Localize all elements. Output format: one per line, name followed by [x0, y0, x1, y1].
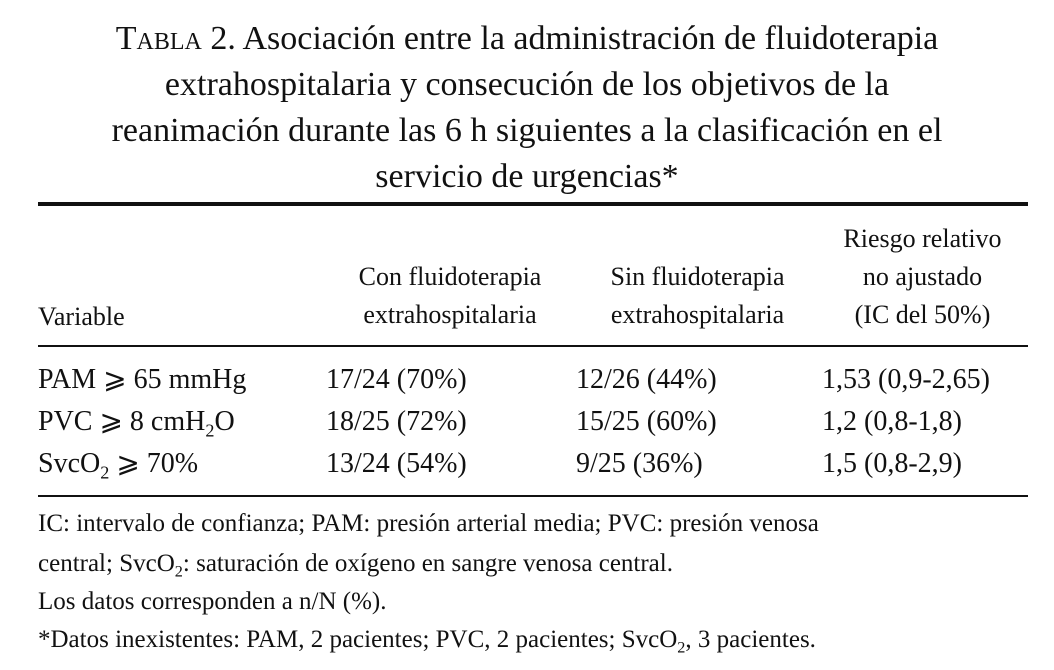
- footnote-data-format: Los datos corresponden a n/N (%).: [38, 588, 387, 615]
- row-2-rr: 1,2 (0,8-1,8): [822, 406, 962, 437]
- row-2-variable-sub: 2: [205, 420, 215, 441]
- footnote-4-sub: 2: [677, 638, 686, 657]
- row-3-variable-pre: SvcO: [38, 448, 101, 479]
- caption-line-3: reanimación durante las 6 h siguientes a la clasificación en el: [111, 112, 943, 149]
- top-rule: [38, 202, 1028, 206]
- table-caption: [20, 16, 1034, 200]
- header-sin-line-2: extrahospitalaria: [610, 300, 785, 329]
- footnote-abbreviations-1: IC: intervalo de confianza; PAM: presión arterial media; PVC: presión venosa: [38, 510, 819, 537]
- header-rr-line-1: Riesgo relativo: [843, 224, 1002, 253]
- footnote-2-post: : saturación de oxígeno en sangre venosa central.: [182, 550, 673, 577]
- header-riesgo-relativo: [815, 220, 1030, 334]
- caption-number: 2.: [210, 20, 236, 57]
- caption-text-1: Asociación entre la administración de fluidoterapia: [242, 20, 939, 57]
- footnote-2-sub: 2: [174, 562, 183, 581]
- caption-line-1: [20, 16, 1034, 62]
- bottom-rule: [38, 495, 1028, 497]
- footnote-4-pre: *Datos inexistentes: PAM, 2 pacientes; PVC, 2 pacientes; SvcO: [38, 626, 678, 653]
- footnote-4-post: , 3 pacientes.: [685, 626, 816, 653]
- footnote-missing-data: [38, 622, 816, 658]
- row-1-con: 17/24 (70%): [326, 364, 467, 395]
- caption-label: Tabla: [115, 20, 202, 57]
- row-3-variable-post: ⩾ 70%: [109, 448, 199, 479]
- row-1-rr: 1,53 (0,9-2,65): [822, 364, 990, 395]
- row-3-variable-sub: 2: [100, 462, 110, 483]
- caption-line-2: extrahospitalaria y consecución de los objetivos de la: [164, 66, 890, 103]
- header-rr-line-2: no ajustado: [862, 262, 983, 291]
- row-3-variable: [38, 444, 198, 484]
- footnote-2-pre: central; SvcO: [38, 550, 175, 577]
- footnote-abbreviations-2: [38, 546, 673, 582]
- header-rule: [38, 345, 1028, 347]
- row-3-sin: 9/25 (36%): [576, 448, 703, 479]
- header-con-line-2: extrahospitalaria: [363, 300, 537, 329]
- row-1-variable: PAM ⩾ 65 mmHg: [38, 364, 247, 395]
- header-con-fluidoterapia: [330, 258, 570, 334]
- row-3-con: 13/24 (54%): [326, 448, 467, 479]
- header-sin-fluidoterapia: [580, 258, 815, 334]
- header-variable: Variable: [38, 302, 125, 331]
- row-3-rr: 1,5 (0,8-2,9): [822, 448, 962, 479]
- row-2-variable-post: O: [214, 406, 235, 437]
- row-2-sin: 15/25 (60%): [576, 406, 717, 437]
- row-2-variable-pre: PVC ⩾ 8 cmH: [38, 406, 206, 437]
- row-2-con: 18/25 (72%): [326, 406, 467, 437]
- caption-line-4: servicio de urgencias*: [375, 158, 679, 195]
- header-con-line-1: Con fluidoterapia: [358, 262, 542, 291]
- header-rr-line-3: (IC del 50%): [854, 300, 991, 329]
- row-1-sin: 12/26 (44%): [576, 364, 717, 395]
- row-2-variable: [38, 402, 235, 442]
- header-sin-line-1: Sin fluidoterapia: [610, 262, 785, 291]
